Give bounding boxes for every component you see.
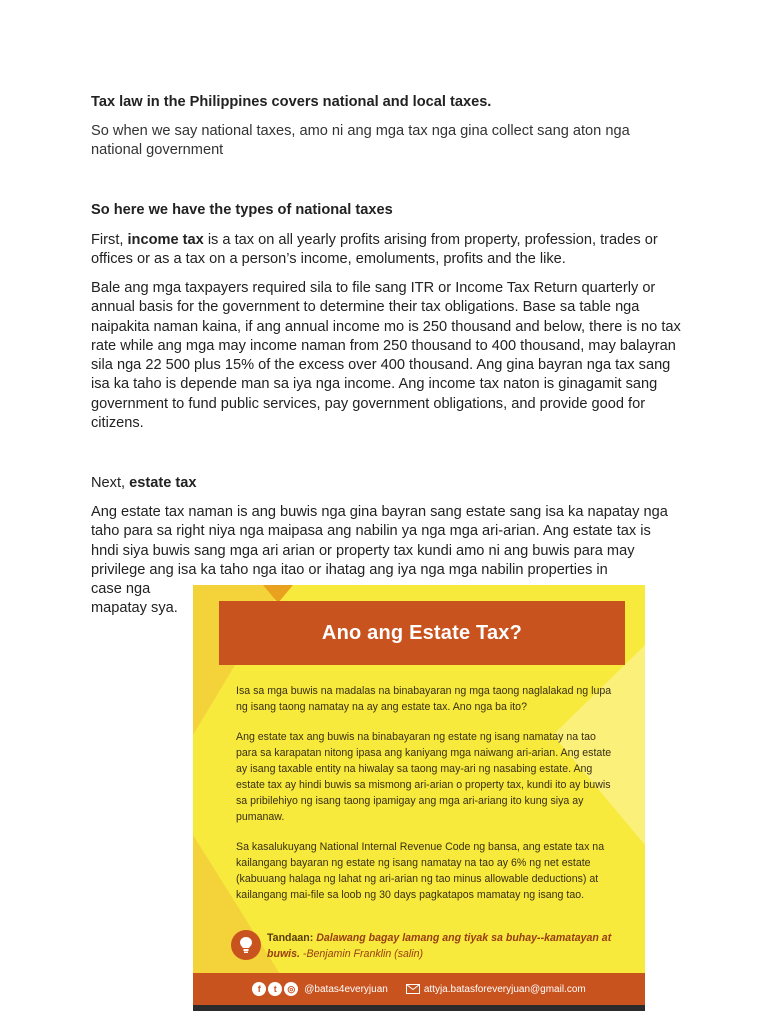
- mail-icon: [406, 984, 420, 994]
- tip-author: -Benjamin Franklin (salin): [302, 948, 424, 960]
- paragraph-estate-tail-1: case nga: [91, 581, 151, 597]
- social-handle: @batas4everyjuan: [304, 983, 388, 995]
- tip-quote: Dalawang bagay lamang ang tiyak sa buhay--kamatayan at buwis.: [267, 932, 612, 960]
- lightbulb-icon: [231, 930, 261, 960]
- heading-tax-law: Tax law in the Philippines covers national and local taxes.: [91, 94, 492, 110]
- poster-paragraph-3: Sa kasalukuyang National Internal Revenue Code ng bansa, ang estate tax na kailangang bayaran ng estate ng isang namatay na tao ay 6% ng net estate (kabuuang halaga ng lahat ng ari-arian ng tao minus allowable deductions) at kailangang mai-file sa loob ng 30 days pagkatapos mamatay ng isang tao.: [236, 841, 605, 901]
- paragraph-estate-tax-detail: Ang estate tax naman is ang buwis nga gina bayran sang estate sang isa ka napatay nga taho para sa right niya nga maipasa ang nabilin ya nga mga ari-arian. Ang estate tax is hndi siya buwis sang mga ari arian or property tax kundi amo ni ang buwis para may privilege ang isa ka taho nga itao or ihatag ang iya nga mga nabilin properties in: [91, 504, 668, 578]
- paragraph-estate-tax-heading: [91, 474, 681, 493]
- paragraph-income-tax-detail: Bale ang mga taxpayers required sila to file sang ITR or Income Tax Return quarterly or annual basis for the government to determine their tax obligations. Base sa table nga naipakita naman kaina, if ang annual income mo is 250 thousand and below, there is no tax rate while ang mga may income naman from 250 thousand to 400 thousand, may balayran sila nga 22 500 plus 15% of the excess over 400 thousand. Ang gina bayran nga tax sang isa ka taho is depende man sa iya nga income. Ang income tax naton is ginagamit sang government to fund public services, pay government obligations, and provide good for citizens.: [91, 280, 681, 432]
- poster-paragraph-1: Isa sa mga buwis na madalas na binabayaran ng mga taong naglalakad ng lupa ng isang taong namatay na ay ang estate tax. Ano nga ba ito?: [236, 685, 612, 713]
- income-tax-term: income tax: [127, 232, 204, 248]
- instagram-icon: ◎: [284, 982, 298, 996]
- paragraph-income-tax-definition: [91, 231, 681, 270]
- tip-text: [267, 930, 616, 962]
- contact-email: attyja.batasforeveryjuan@gmail.com: [423, 983, 586, 995]
- estate-tax-infographic: [193, 585, 645, 1011]
- paragraph-national-taxes: So when we say national taxes, amo ni ang mga tax nga gina collect sang aton nga national government: [91, 123, 630, 159]
- poster-bottom-border: [193, 1005, 645, 1011]
- paragraph-estate-tail-2: mapatay sya.: [91, 600, 178, 616]
- income-rest: is a tax on all yearly profits arising from property, profession, trades or offices or as a tax on a person’s income, emoluments, profits and the like.: [91, 232, 658, 268]
- poster-body: [236, 683, 612, 917]
- poster-title: Ano ang Estate Tax?: [219, 601, 625, 665]
- estate-tax-term: estate tax: [129, 475, 197, 491]
- heading-types-national-taxes: So here we have the types of national taxes: [91, 202, 393, 218]
- income-intro: First,: [91, 232, 124, 248]
- facebook-icon: f: [252, 982, 266, 996]
- tip-label: Tandaan:: [267, 932, 314, 944]
- twitter-icon: t: [268, 982, 282, 996]
- social-icons: [252, 982, 300, 996]
- poster-footer: [193, 973, 645, 1005]
- poster-tip: [231, 930, 616, 962]
- estate-intro: Next,: [91, 475, 126, 491]
- poster-paragraph-2: Ang estate tax ang buwis na binabayaran ng estate ng isang namatay na tao para sa karapatan nitong ipasa ang kaniyang mga naiwang ari-arian. Ang estate ay isang taxable entity na hiwalay sa taong may-ari ng nasabing estate. Ang estate tax ay hindi buwis sa mismong ari-arian o property tax, kundi ito ay buwis sa pribilehiyo ng isang taong ipamigay ang mga ari-ariang ito kung siya ay pumanaw.: [236, 731, 612, 823]
